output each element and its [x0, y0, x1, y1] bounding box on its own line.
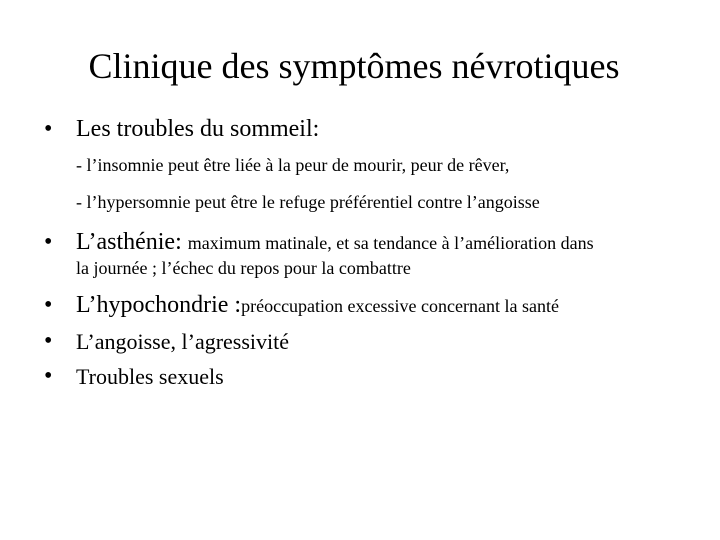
bullet-icon: •: [44, 328, 53, 354]
item-sleep-sub-hypersomnia: - l’hypersomnie peut être le refuge préférentiel contre l’angoisse: [76, 192, 540, 212]
item-asthenia-continuation: la journée ; l’échec du repos pour la combattre: [76, 258, 411, 278]
item-sleep-label: Les troubles du sommeil:: [76, 116, 320, 142]
bullet-icon: •: [44, 363, 53, 389]
item-sexual-label: Troubles sexuels: [76, 364, 224, 389]
item-hypochondria: [76, 292, 559, 319]
slide-title: Clinique des symptômes névrotiques: [88, 46, 620, 86]
item-hypochondria-detail: préoccupation excessive concernant la santé: [241, 296, 559, 316]
item-asthenia-detail: maximum matinale, et sa tendance à l’amélioration dans: [187, 233, 594, 253]
bullet-icon: •: [44, 292, 53, 318]
item-asthenia: [76, 229, 594, 256]
bullet-icon: •: [44, 229, 53, 255]
item-sleep-sub-insomnia: - l’insomnie peut être liée à la peur de mourir, peur de rêver,: [76, 155, 510, 175]
bullet-icon: •: [44, 116, 53, 142]
item-anxiety-label: L’angoisse, l’agressivité: [76, 329, 290, 354]
item-hypochondria-label: L’hypochondrie :: [76, 292, 242, 318]
item-asthenia-label: L’asthénie:: [76, 229, 188, 255]
